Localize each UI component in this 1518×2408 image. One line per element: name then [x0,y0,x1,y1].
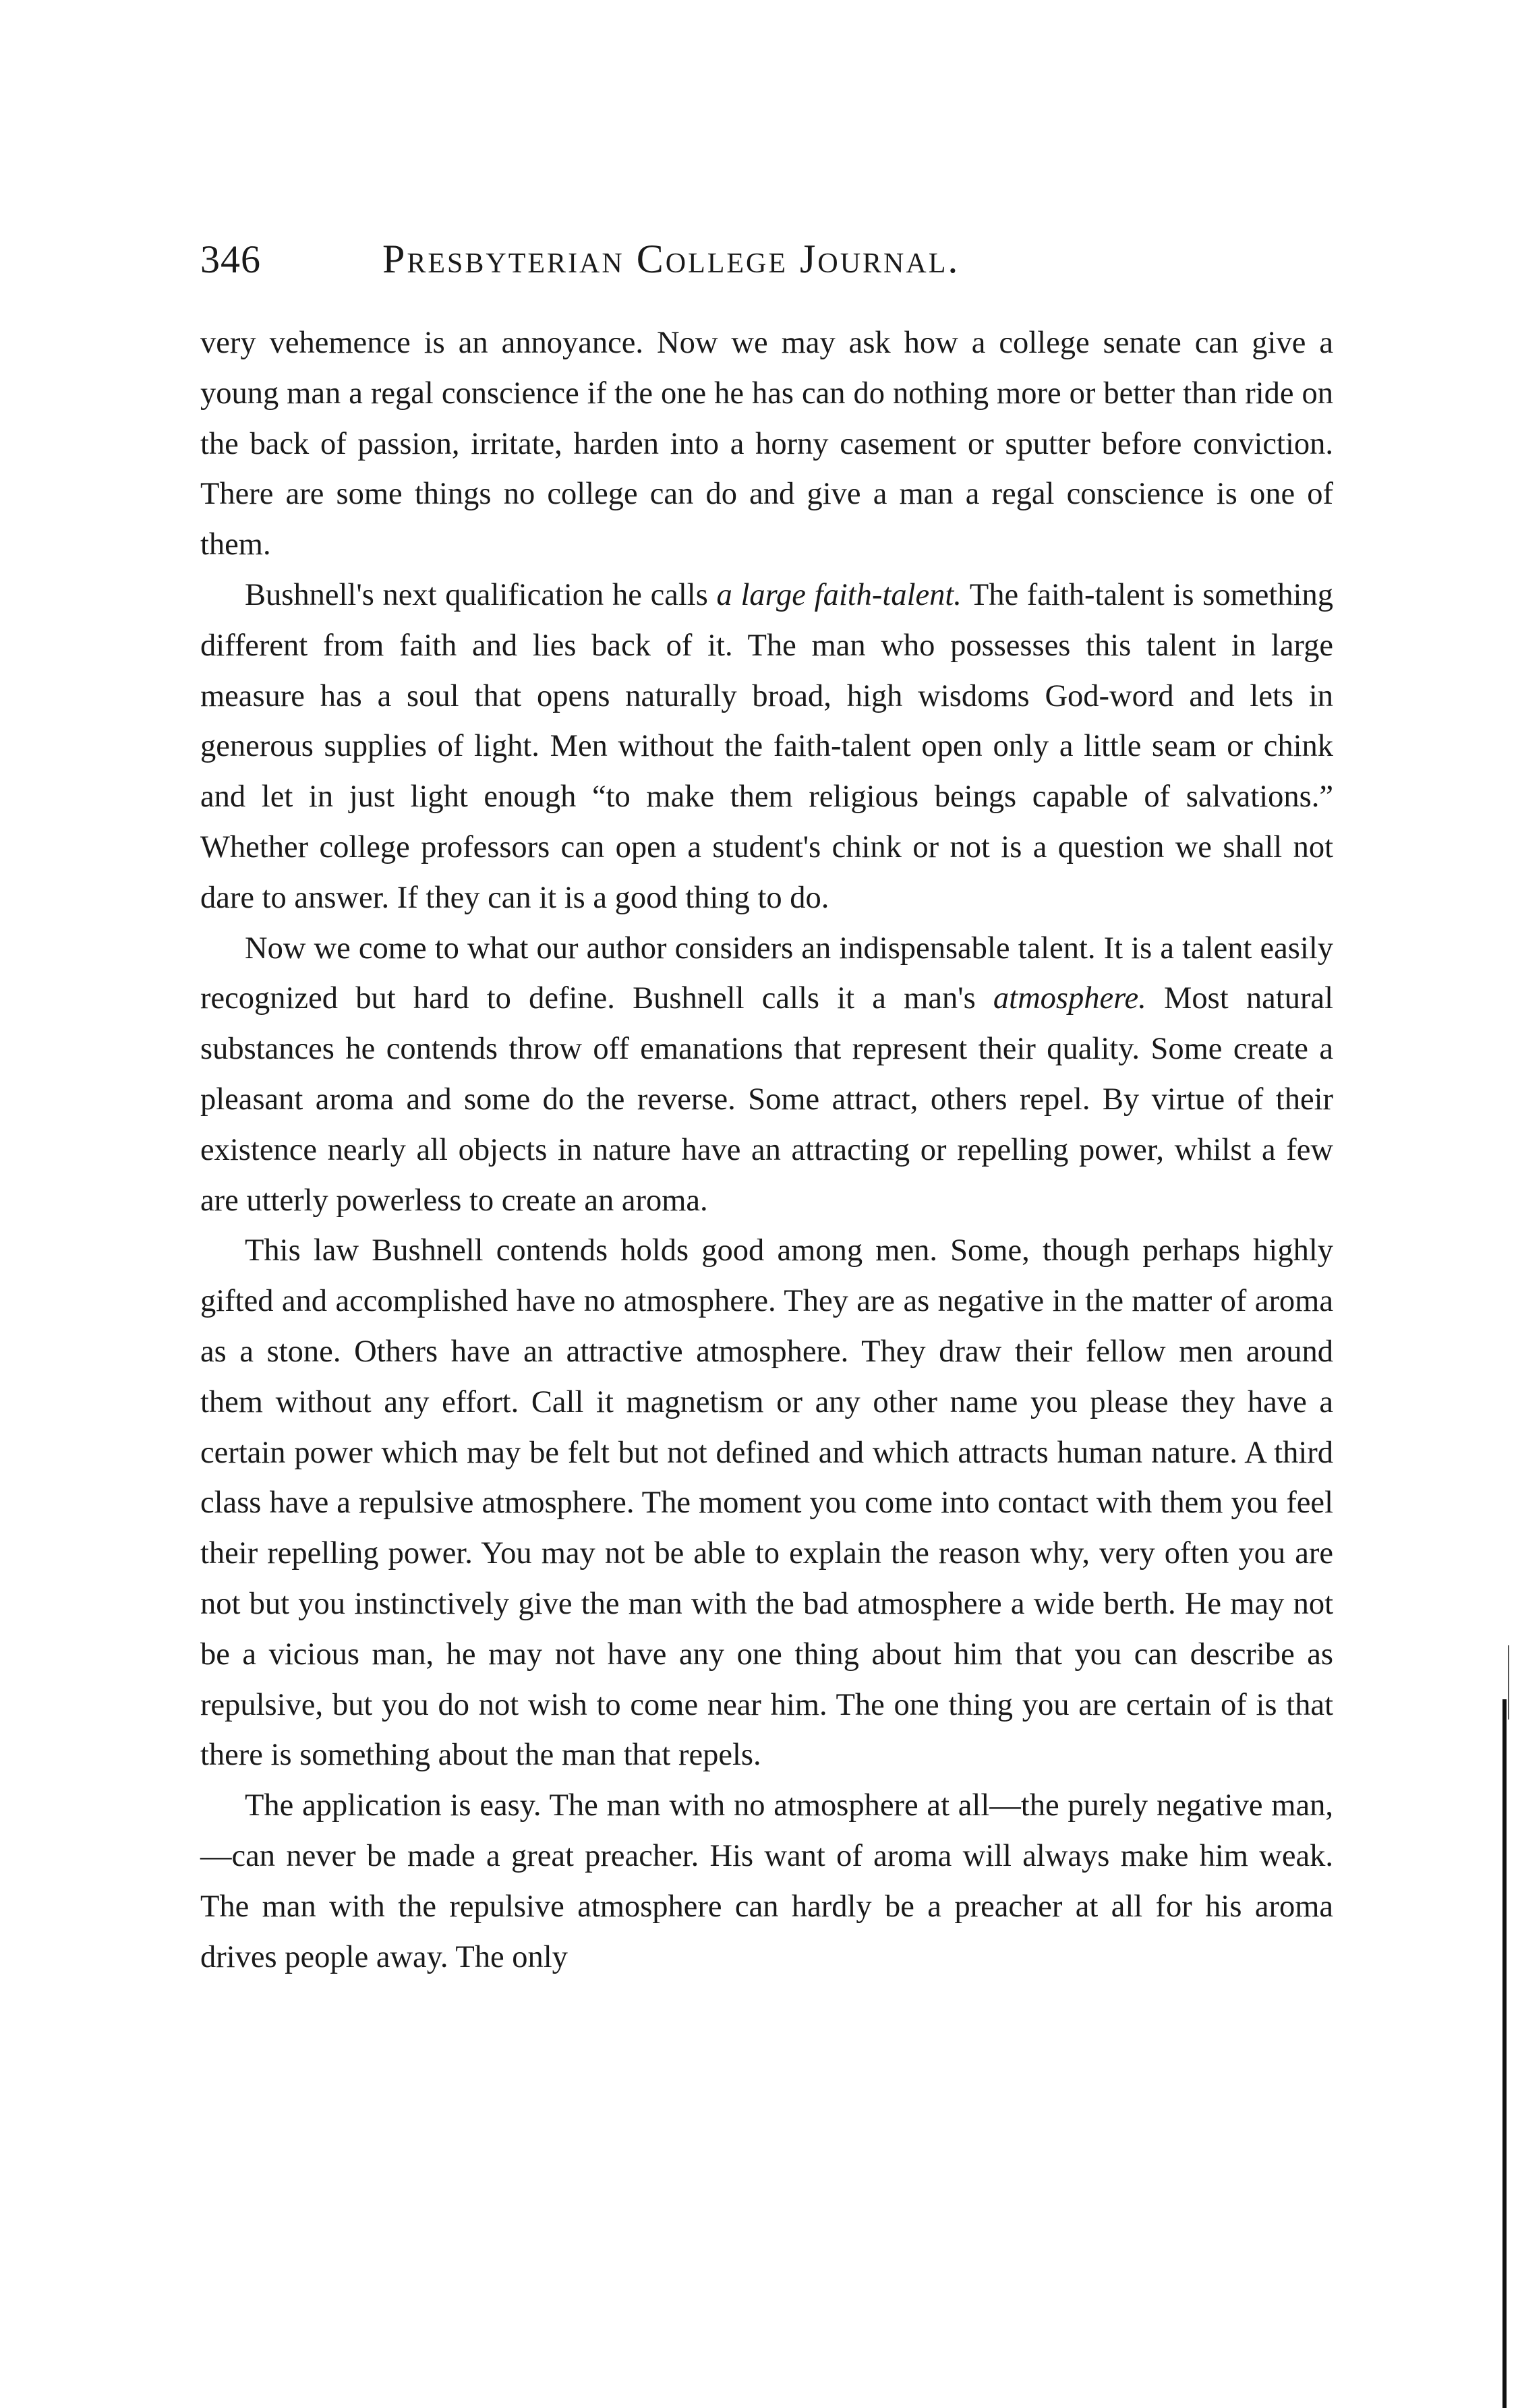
scan-edge-mark [1508,1645,1509,1720]
paragraph-3-start: Now we come to what our author considers an indispensable talent. It is a talent easily recognized but hard to define. Bushnell calls it a man's [200,931,1333,1016]
scan-edge-shadow [1502,1699,1507,2408]
running-head [200,236,1353,297]
paragraph-4: This law Bushnell contends holds good among men. Some, though perhaps highly gifted and accomplished have no atmosphere. They are as negative in the matter of aroma as a stone. Others have an attractive atmosphere. They draw their fellow men around them without any effort. Call it magnetism or any other name you please they have a certain power which may be felt but not defined and which attracts human nature. A third class have a repulsive atmosphere. The moment you come into contact with them you feel their repelling power. You may not be able to explain the reason why, very often you are not but you instinctively give the man with the bad atmosphere a wide berth. He may not be a vicious man, he may not have any one thing about him that you can describe as repulsive, but you do not wish to come near him. The one thing you are certain of is that there is something about the man that repels. [200,1233,1333,1773]
paragraph-2-rest: The faith-talent is something different from faith and lies back of it. The man who possesses this talent in large measure has a soul that opens naturally broad, high wisdoms God-word and lets in generous supplies of light. Men without the faith-talent open only a little seam or chink and let in just light enough “to make them religious beings capable of salvations.” Whether college professors can open a student's chink or not is a question we shall not dare to answer. If they can it is a good thing to do. [200,577,1333,915]
paragraph-3-rest: Most natural substances he contends throw off emanations that represent their quality. Some create a pleasant aroma and some do the reverse. Some attract, others repel. By virtue of their existence nearly all objects in nature have an attracting or repelling power, whilst a few are utterly powerless to create an aroma. [200,981,1333,1218]
paragraph-2-start: Bushnell's next qualification he calls [245,577,717,612]
emphasis-atmosphere: atmosphere. [993,981,1146,1016]
page-number: 346 [200,237,261,281]
body-text [200,318,1333,1983]
paragraph-3 [200,924,1333,1227]
paragraph-5: The application is easy. The man with no atmosphere at all—the purely negative man,—can never be made a great preacher. His want of aroma will always make him weak. The man with the repulsive atmosphere can hardly be a preacher at all for his aroma drives people away. The only [200,1788,1333,1974]
paragraph-2 [200,570,1333,924]
emphasis-faith-talent: a large faith-talent. [716,577,962,612]
paragraph-1: very vehemence is an annoyance. Now we may ask how a college senate can give a young man a regal conscience if the one he has can do nothing more or better than ride on the back of passion, irritate, harden into a horny casement or sputter before conviction. There are some things no college can do and give a man a regal conscience is one of them. [200,326,1333,562]
journal-title: Presbyterian College Journal. [382,237,960,281]
